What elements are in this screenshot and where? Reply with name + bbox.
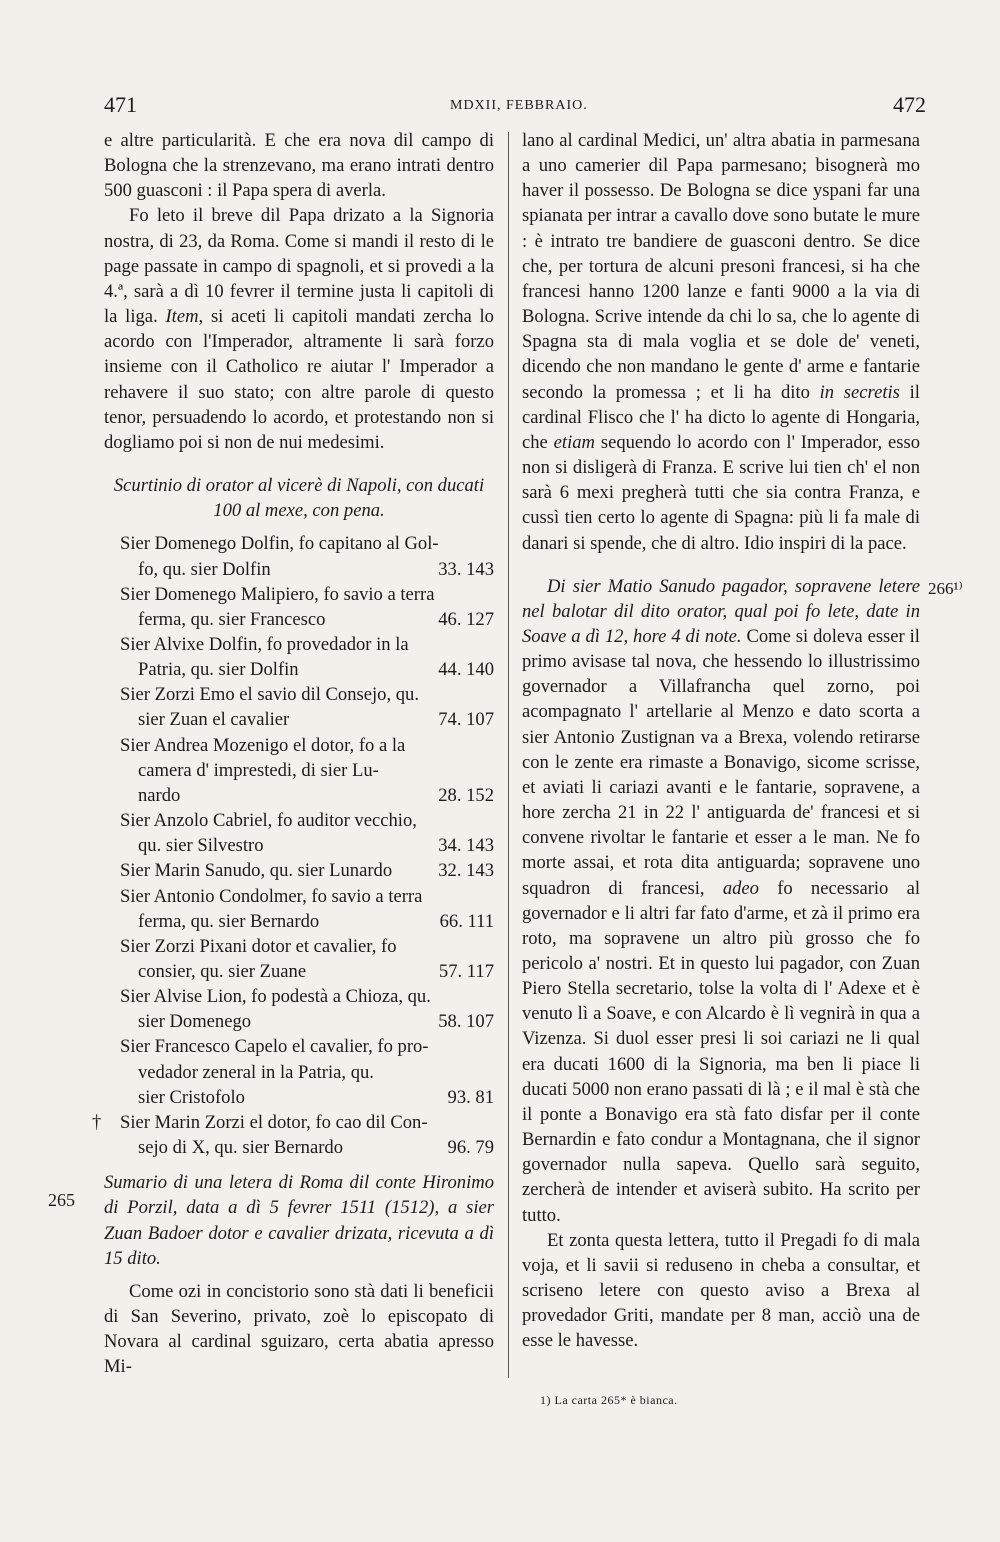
page-number-right: 472 [893,92,926,117]
right-paragraph-1: lano al cardinal Medici, un' altra abatia in parmesana a uno camerier dil Papa parmesano; bisognerà mo haver il possesso. De Bologna se dice yspani far una spianata per intrar a cavallo dove sono butate le mure : è intrato tre bandiere de guasconi dentro. Se dice che, per tortura de alcuni presoni francesi, si ha che francesi hanno 1200 lanze e fanti 9000 a la via di Bologna. Scrive intende da chi lo sa, che lo agente di Spagna sta di mala voglia et se dole de' veneti, dicendo che non mandano le gente d' arme e fantarie secondo la promessa ; et li ha dito in secretis il cardinal Flisco che l' ha dicto lo agente di Hongaria, che etiam sequendo lo acordo con l' Imperador, esso non si disligerà di Franza. E scrive lui tien ch' el non sarà 6 mexi pregherà tutti che sia contra Franza, e cussì tien certo lo agente di Spagna: più li fa male di danari si spende, che di altro. Idio inspiri di la pace. [522,130,920,554]
vote-entry: Sier Antonio Condolmer, fo savio a terra ferma, qu. sier Bernardo 66. 111 [120,885,494,932]
right-column [522,128,920,1354]
vote-entry: Sier Anzolo Cabriel, fo auditor vecchio, qu. sier Silvestro 34. 143 [120,810,494,857]
vote-list [92,531,494,1160]
right-paragraph-3: Et zonta questa lettera, tutto il Pregadi fo di mala voja, et li savii si reduseno in cheba a consultar, et scriseno letere con questo aviso a Brexa al provedador Griti, mandate per 8 man, acciò una de esse le havesse. [522,1229,920,1352]
left-paragraph-2: Fo leto il breve dil Papa drizato a la Signoria nostra, di 23, da Roma. Come si mandi il resto di le page passate in campo di spagnoli, et si provedi a la 4.ª, sarà a dì 10 fevrer il termine justa li capitoli di la liga. Item, si aceti li capitoli mandati zercha lo acordo con l'Imperador, altramente li sarà forzo insieme con il Catholico re aiutar l' Imperador a rehavere il suo stato; con altre parole di questo tenor, persuadendo lo acordo, et protestando non si dogliamo poi si non de nui medesimi. [104,205,494,453]
vote-entry: Sier Andrea Mozenigo el dotor, fo a la camera d' imprestedi, di sier Lu- nardo 28. 152 [120,734,494,806]
column-divider [508,132,509,1378]
vote-entry: † Sier Marin Zorzi el dotor, fo cao dil Con- sejo di X, qu. sier Bernardo 96. 79 [92,1111,494,1159]
vote-entry: Sier Marin Sanudo, qu. sier Lunardo 32. 143 [120,860,494,882]
left-paragraph-1: e altre particularità. E che era nova dil campo di Bologna che la strenzevano, ma erano intrati dentro 500 guasconi : il Papa spera di averla. [104,130,494,202]
vote-entry: Sier Zorzi Emo el savio dil Consejo, qu. sier Zuan el cavalier 74. 107 [120,684,494,731]
right-paragraph-2: Di sier Matio Sanudo pagador, sopravene letere nel balotar dil dito orator, qual poi fo lete, date in Soave a dì 12, hore 4 di note. Come si doleva esser il primo avisase tal nova, che hessendo lo illustrissimo governador a Villafrancha quel zorno, poi acompagnato l' artellarie al Menzo e dato scorta a sier Antonio Zustignan va a Brexa, volendo retirarse con le zente era rimaste a Bonavigo, sicome scrisse, et aviati li cariazi avanti e le fantarie, sopravene, a hore zercha 21 in 22 l' antiguarda de' francesi et si convene rivoltar le fantarie et esser a le man. Ne fo morte assai, et rota dita antiguarda; sopravene uno squadron di francesi, adeo fo necessario al governador e li altri far fato d'arme, et zà il primo era roto, ma sopravene un altro più grosso che fo pericolo a' nostri. Et in questo lui pagador, con Zuan Piero Stella secretario, tolse la volta di l' Adexe et è venuto lì a Soave, e con Alcardo è lì vegnirà in qua a Vizenza. Si duol esser presi li soi cariazi ne li qual era ducati 1600 di la Signoria, ma ben li piace li ducati 5000 non erano passati di là ; e il mal è stà che il ponte a Bonavigo era stà fato disfar per il conte Bernardin e fato condur a Montagnana, che il signor governador nulla sapeva. Quello sarà seguito, zercherà de intender et aviserà subito. Ha scrito per tutto. [522,575,920,1226]
vote-entry: Sier Alvixe Dolfin, fo provedador in la Patria, qu. sier Dolfin 44. 140 [120,633,494,681]
margin-note-265: 265 [48,1190,75,1210]
vote-entry: Sier Domenego Dolfin, fo capitano al Gol- fo, qu. sier Dolfin 33. 143 [120,533,494,580]
section-heading-sumario: Sumario di una letera di Roma dil conte Hironimo di Porzil, data a dì 5 fevrer 1511 (1512), a sier Zuan Badoer dotor e cavalier drizata, ricevuta a dì 15 dito. [104,1172,494,1269]
margin-note-266: 266¹⁾ [928,579,963,598]
vote-entry: Sier Francesco Capelo el cavalier, fo pro- vedador zeneral in la Patria, qu. sier Cristofolo 93. 81 [120,1036,494,1108]
page-number-left: 471 [104,92,137,117]
vote-entry: Sier Zorzi Pixani dotor et cavalier, fo consier, qu. sier Zuane 57. 117 [120,935,494,982]
section-heading-scrutinio: Scurtinio di orator al vicerè di Napoli, con ducati 100 al mexe, con pena. [113,475,485,522]
left-column [92,128,494,1380]
left-paragraph-3: Come ozi in concistorio sono stà dati li beneficii di San Severino, privato, zoè lo episcopato di Novara al cardinal sguizaro, certa abatia apresso Mi- [104,1280,494,1378]
footnote: 1) La carta 265* è bianca. [540,1393,678,1407]
vote-entry: Sier Alvise Lion, fo podestà a Chioza, qu. sier Domenego 58. 107 [120,986,494,1033]
running-head: MDXII, FEBBRAIO. [450,98,588,113]
dagger-mark: † [92,1111,102,1133]
vote-entry: Sier Domenego Malipiero, fo savio a terra ferma, qu. sier Francesco 46. 127 [120,583,494,630]
